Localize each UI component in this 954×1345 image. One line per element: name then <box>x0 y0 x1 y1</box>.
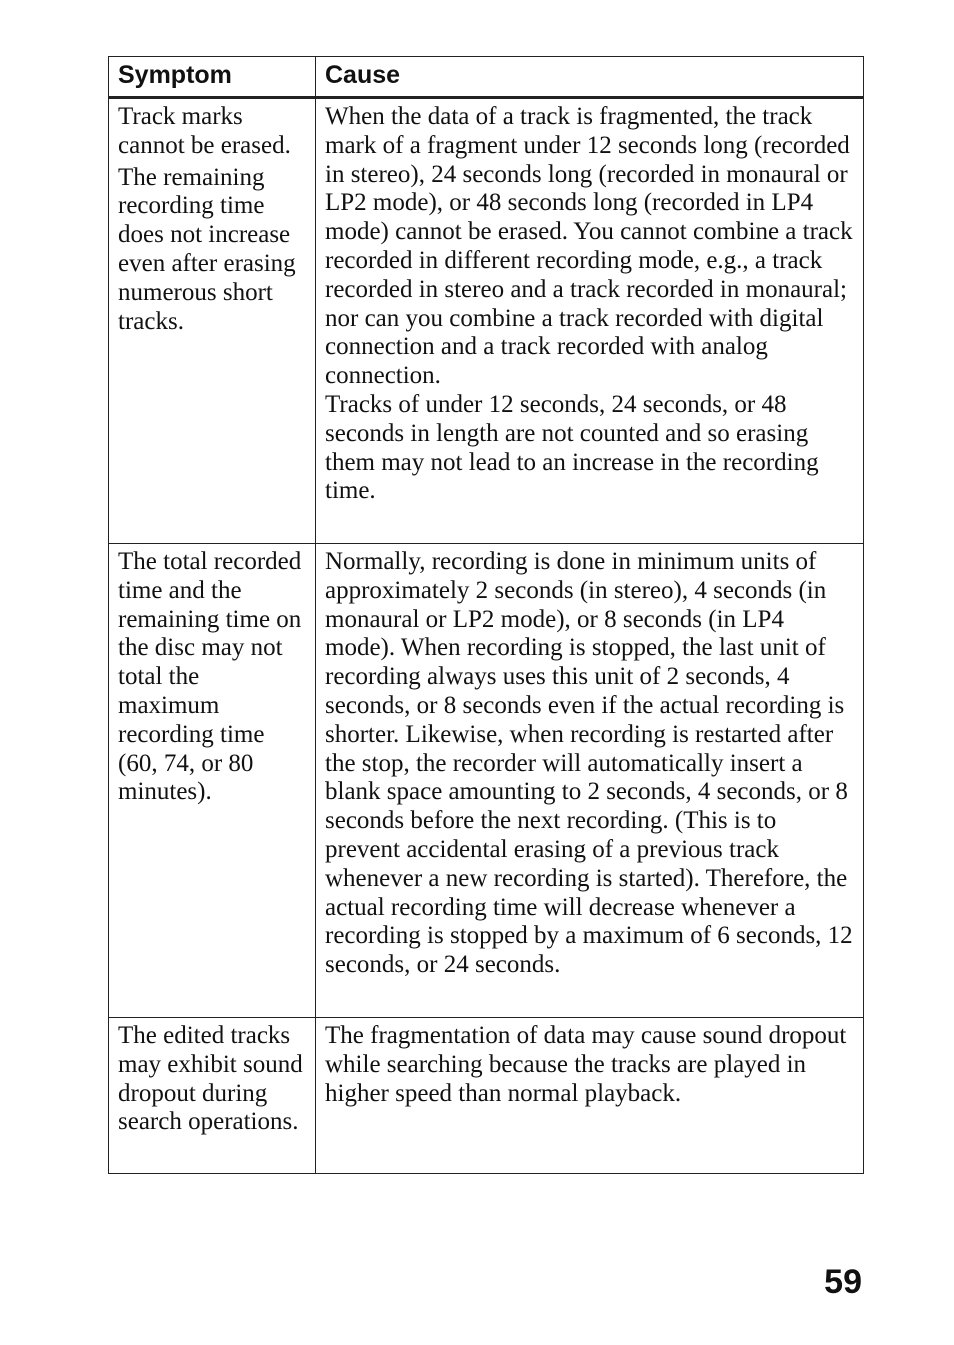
symptom-text: Track marks cannot be erased. <box>118 103 291 159</box>
cause-text: When the data of a track is fragmented, the track mark of a fragment under 12 seconds long (recorded in stereo), 24 seconds long (recorded in monaural or LP2 mode), or 48 seconds long (recorded in LP4 mode) cannot be erased. You cannot combine a track recorded in different recording mode, e.g., a track recorded in stereo and a track recorded in monaural; nor can you combine a track recorded with digital connection and a track recorded with analog connection. <box>325 103 853 390</box>
symptom-cell <box>109 98 316 544</box>
cause-text: Tracks of under 12 seconds, 24 seconds, or 48 seconds in length are not counted and so erasing them may not lead to an increase in the recording time. <box>325 390 819 505</box>
symptom-cell <box>109 1018 316 1174</box>
symptom-cell <box>109 544 316 1018</box>
symptom-text: The remaining recording time does not increase even after erasing numerous short tracks. <box>118 163 296 335</box>
table-header-row <box>109 57 864 98</box>
cause-cell <box>316 98 864 544</box>
troubleshooting-table <box>108 56 864 1174</box>
table-row <box>109 98 864 544</box>
table-row <box>109 1018 864 1174</box>
symptom-column-header: Symptom <box>109 57 316 98</box>
table-row <box>109 544 864 1018</box>
symptom-text: The edited tracks may exhibit sound dropout during search operations. <box>118 1022 303 1136</box>
cause-column-header: Cause <box>316 57 864 98</box>
cause-cell <box>316 544 864 1018</box>
cause-text: The fragmentation of data may cause sound dropout while searching because the tracks are played in higher speed than normal playback. <box>325 1022 847 1107</box>
page-number: 59 <box>824 1263 862 1301</box>
symptom-text: The total recorded time and the remaining time on the disc may not total the maximum recording time (60, 74, or 80 minutes). <box>118 548 302 806</box>
cause-text: Normally, recording is done in minimum units of approximately 2 seconds (in stereo), 4 seconds (in monaural or LP2 mode), or 8 seconds (in LP4 mode). When recording is stopped, the last unit of recording always uses this unit of 2 seconds, 4 seconds, or 8 seconds even if the actual recording is shorter. Likewise, when recording is restarted after the stop, the recorder will automatically insert a blank space amounting to 2 seconds, 4 seconds, or 8 seconds before the next recording. (This is to prevent accidental erasing of a previous track whenever a new recording is started). Therefore, the actual recording time will decrease whenever a recording is stopped by a maximum of 6 seconds, 12 seconds, or 24 seconds. <box>325 548 853 979</box>
cause-cell <box>316 1018 864 1174</box>
